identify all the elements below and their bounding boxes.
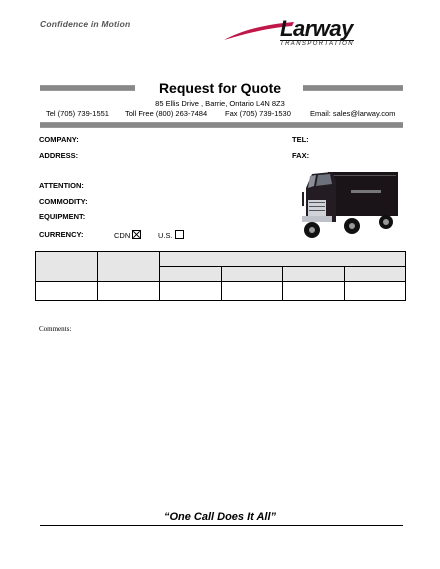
cdn-label: CDN [114,231,131,240]
cdn-option[interactable] [114,230,141,240]
contact-fax: Fax (705) 739-1530 [225,109,291,118]
us-option[interactable] [158,230,184,240]
logo-wordmark: Larway [280,16,353,41]
contact-email: Email: sales@larway.com [310,109,396,118]
tel-label: TEL: [292,135,309,144]
company-logo [222,18,402,50]
company-label: COMPANY: [39,135,79,144]
currency-label: CURRENCY: [39,230,84,239]
contact-tollfree: Toll Free (800) 263-7484 [125,109,208,118]
attention-label: ATTENTION: [39,181,84,190]
us-label: U.S. [158,231,173,240]
us-checkbox[interactable] [175,230,184,239]
header-divider [40,122,403,128]
page-title: Request for Quote [158,80,282,96]
footer-slogan: “One Call Does It All” [163,511,277,523]
fax-label: FAX: [292,151,310,160]
logo-subtitle: TRANSPORTATION [280,41,354,47]
contact-tel: Tel (705) 739-1551 [46,109,109,118]
cdn-checkbox[interactable] [132,230,141,239]
tagline: Confidence in Motion [40,19,131,29]
comments-label: Comments: [39,325,72,333]
truck-image [296,166,400,242]
address-label: ADDRESS: [39,151,79,160]
commodity-label: COMMODITY: [39,197,88,206]
company-address: 85 Ellis Drive , Barrie, Ontario L4N 8Z3 [155,99,285,108]
equipment-label: EQUIPMENT: [39,212,86,221]
footer-rule [40,525,403,526]
quote-grid [35,251,406,301]
